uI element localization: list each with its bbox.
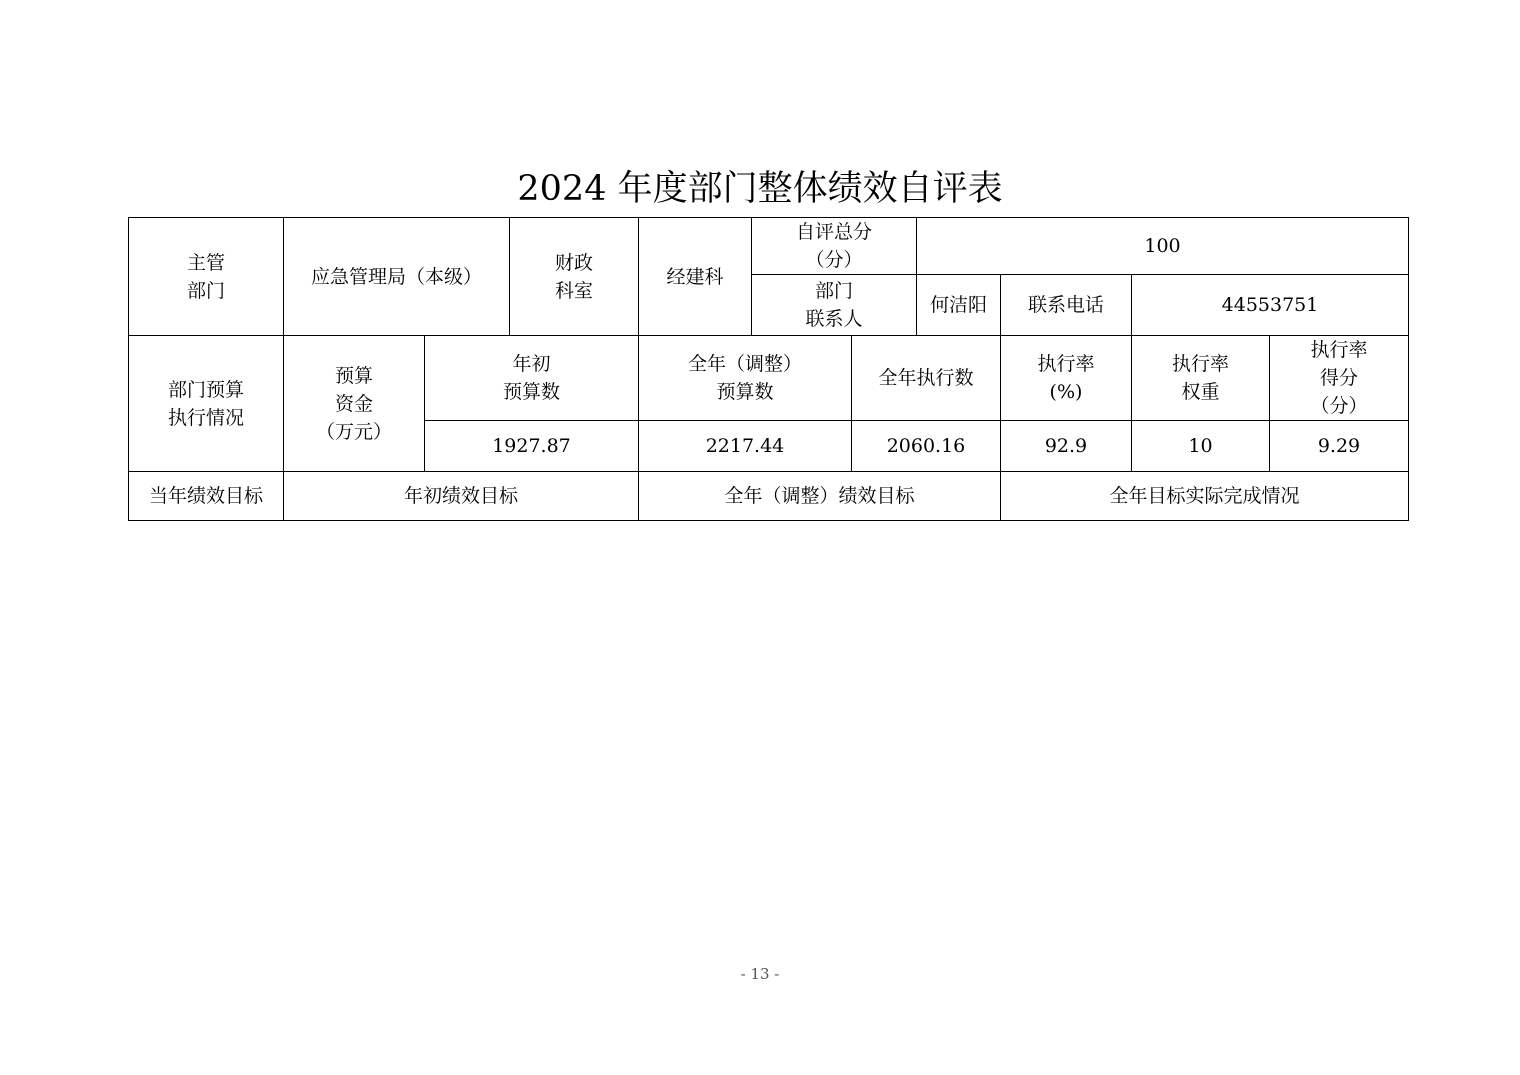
- contact-label: 部门 联系人: [805, 280, 863, 330]
- dept-value: 应急管理局（本级）: [310, 265, 482, 288]
- goals-label: 当年绩效目标: [148, 485, 263, 507]
- budget-section-label: 部门预算 执行情况: [167, 378, 244, 429]
- dept-label: 主管 部门: [186, 251, 225, 302]
- phone-label: 联系电话: [1027, 294, 1104, 316]
- budget-fund-label: 预算 资金 （万元）: [315, 364, 392, 443]
- budget-header-score: 执行率 得分 （分）: [1310, 339, 1368, 417]
- page-number: - 13 -: [740, 965, 780, 983]
- budget-value-executed: 2060.16: [886, 435, 966, 457]
- finance-value: 经建科: [666, 265, 724, 288]
- table-border-right: [1408, 217, 1409, 521]
- contact-value: 何洁阳: [929, 294, 987, 316]
- budget-header-initial: 年初 预算数: [502, 353, 560, 403]
- budget-header-executed: 全年执行数: [878, 367, 974, 389]
- budget-value-weight: 10: [1188, 435, 1213, 457]
- budget-header-rate: 执行率 (%): [1037, 353, 1095, 403]
- phone-value: 44553751: [1221, 294, 1319, 316]
- budget-header-weight: 执行率 权重: [1171, 353, 1229, 403]
- budget-value-rate: 92.9: [1044, 435, 1088, 457]
- budget-value-adjusted: 2217.44: [705, 435, 785, 457]
- goals-initial: 年初绩效目标: [403, 485, 518, 507]
- budget-value-initial: 1927.87: [492, 435, 571, 457]
- score-label: 自评总分 （分）: [795, 221, 872, 271]
- finance-label: 财政 科室: [554, 251, 593, 302]
- budget-header-adjusted: 全年（调整） 预算数: [687, 353, 802, 403]
- score-value: 100: [1144, 235, 1181, 257]
- goals-adjusted: 全年（调整）绩效目标: [724, 485, 915, 507]
- table-border-bottom: [128, 520, 1409, 521]
- goals-actual: 全年目标实际完成情况: [1109, 485, 1300, 507]
- budget-value-score: 9.29: [1317, 435, 1361, 457]
- page-title: 2024 年度部门整体绩效自评表: [517, 169, 1003, 209]
